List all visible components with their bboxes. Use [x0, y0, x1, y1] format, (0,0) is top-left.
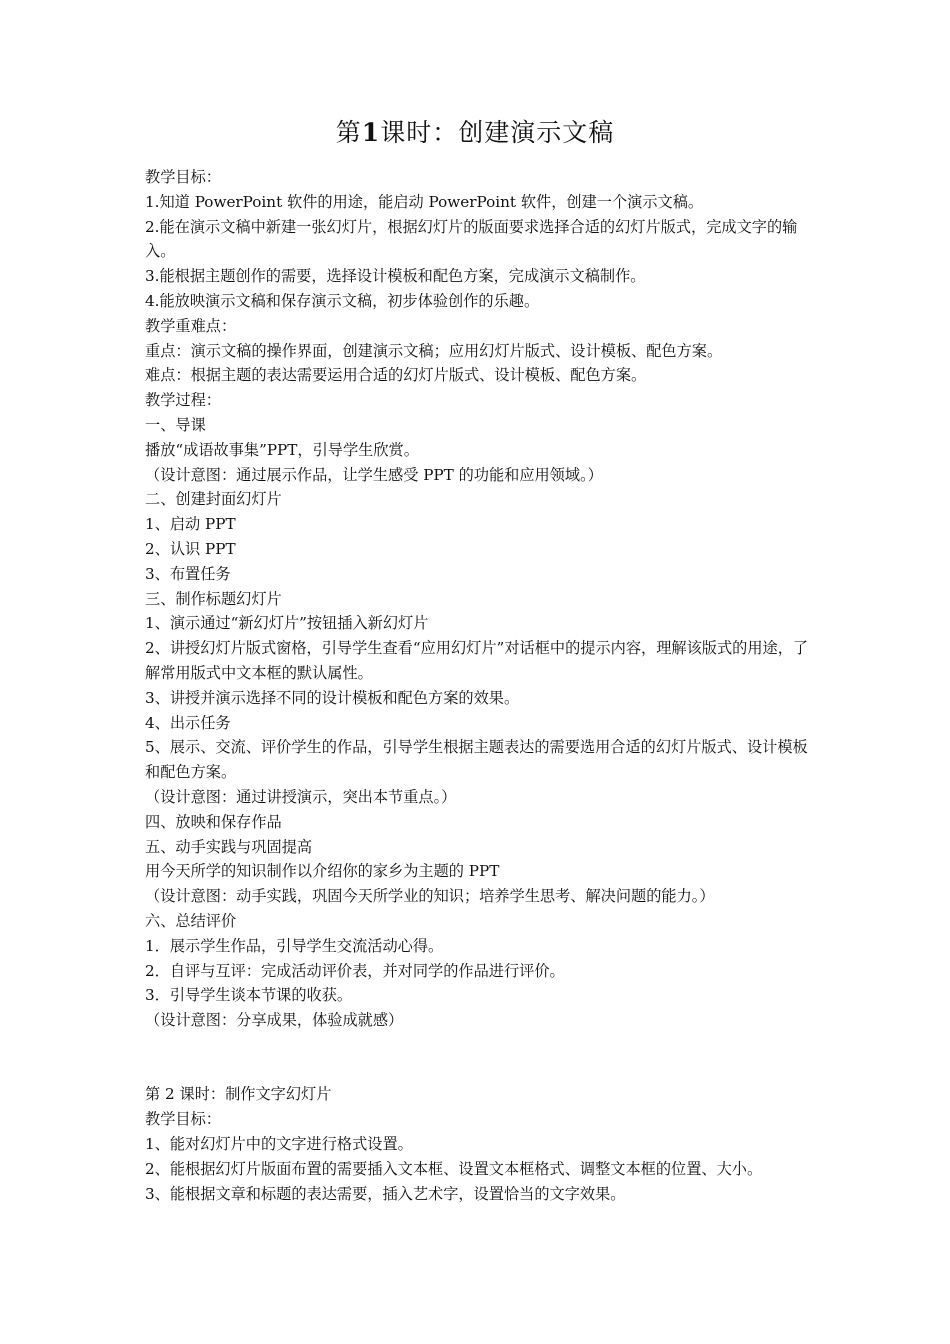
- heading-objectives: 教学目标：: [145, 168, 221, 186]
- design-intent: （设计意图：分享成果，体验成就感）: [145, 1011, 404, 1030]
- section-heading: 五、动手实践与巩固提高: [145, 837, 313, 856]
- title-prefix: 第: [335, 118, 362, 147]
- objective-item: 4.能放映演示文稿和保存演示文稿，初步体验创作的乐趣。: [145, 291, 540, 310]
- section-heading: 四、放映和保存作品: [145, 812, 282, 831]
- list-item: 1、启动 PPT: [145, 515, 236, 534]
- section-heading: 六、总结评价: [145, 911, 237, 930]
- key-point: 重点：演示文稿的操作界面，创建演示文稿；应用幻灯片版式、设计模板、配色方案。: [145, 341, 723, 360]
- list-item: 3、布置任务: [145, 564, 231, 583]
- list-item: 4、出示任务: [145, 713, 231, 732]
- lesson-2-title: 第 2 课时：制作文字幻灯片: [145, 1085, 332, 1104]
- list-item: 2、认识 PPT: [145, 539, 236, 558]
- paragraph: 播放“成语故事集”PPT，引导学生欣赏。: [145, 440, 419, 459]
- objective-item: 1、能对幻灯片中的文字进行格式设置。: [145, 1135, 413, 1154]
- list-item: 3、讲授并演示选择不同的设计模板和配色方案的效果。: [145, 688, 520, 707]
- section-heading: 一、导课: [145, 415, 206, 434]
- objective-item: 2.能在演示文稿中新建一张幻灯片，根据幻灯片的版面要求选择合适的幻灯片版式，完成文字的输入。: [145, 217, 798, 261]
- difficult-point: 难点：根据主题的表达需要运用合适的幻灯片版式、设计模板、配色方案。: [145, 366, 647, 385]
- section-heading: 三、制作标题幻灯片: [145, 589, 282, 608]
- list-item: 2、讲授幻灯片版式窗格，引导学生查看“应用幻灯片”对话框中的提示内容，理解该版式的用途，了解常用版式中文本框的默认属性。: [145, 639, 809, 682]
- paragraph: 用今天所学的知识制作以介绍你的家乡为主题的 PPT: [145, 862, 500, 881]
- list-item: 1．展示学生作品，引导学生交流活动心得。: [145, 936, 444, 955]
- design-intent: （设计意图：通过讲授演示，突出本节重点。）: [145, 787, 457, 806]
- list-item: 1、演示通过“新幻灯片”按钮插入新幻灯片: [145, 614, 429, 633]
- design-intent: （设计意图：通过展示作品，让学生感受 PPT 的功能和应用领域。）: [145, 465, 603, 484]
- design-intent: （设计意图：动手实践，巩固今天所学业的知识；培养学生思考、解决问题的能力。）: [145, 887, 715, 906]
- heading-process: 教学过程：: [145, 391, 221, 410]
- page-title: [0, 116, 950, 150]
- title-suffix: 课时：创建演示文稿: [380, 118, 615, 147]
- objective-item: 1.知道 PowerPoint 软件的用途，能启动 PowerPoint 软件，创建一个演示文稿。: [145, 192, 704, 211]
- list-item: 3．引导学生谈本节课的收获。: [145, 986, 353, 1005]
- title-number: 1: [361, 118, 381, 147]
- list-item: 5、展示、交流、评价学生的作品，引导学生根据主题表达的需要选用合适的幻灯片版式、设计模板和配色方案。: [145, 738, 808, 782]
- objective-item: 3.能根据主题创作的需要，选择设计模板和配色方案，完成演示文稿制作。: [145, 267, 646, 286]
- heading-objectives: 教学目标：: [145, 1110, 221, 1129]
- section-heading: 二、创建封面幻灯片: [145, 490, 282, 509]
- objective-item: 2、能根据幻灯片版面布置的需要插入文本框、设置文本框格式、调整文本框的位置、大小。: [145, 1159, 763, 1178]
- blank-space: [145, 1033, 813, 1083]
- objective-item: 3、能根据文章和标题的表达需要，插入艺术字，设置恰当的文字效果。: [145, 1184, 626, 1203]
- list-item: 2．自评与互评：完成活动评价表，并对同学的作品进行评价。: [145, 961, 565, 980]
- document-body: [145, 165, 813, 1206]
- heading-key-points: 教学重难点：: [145, 316, 237, 335]
